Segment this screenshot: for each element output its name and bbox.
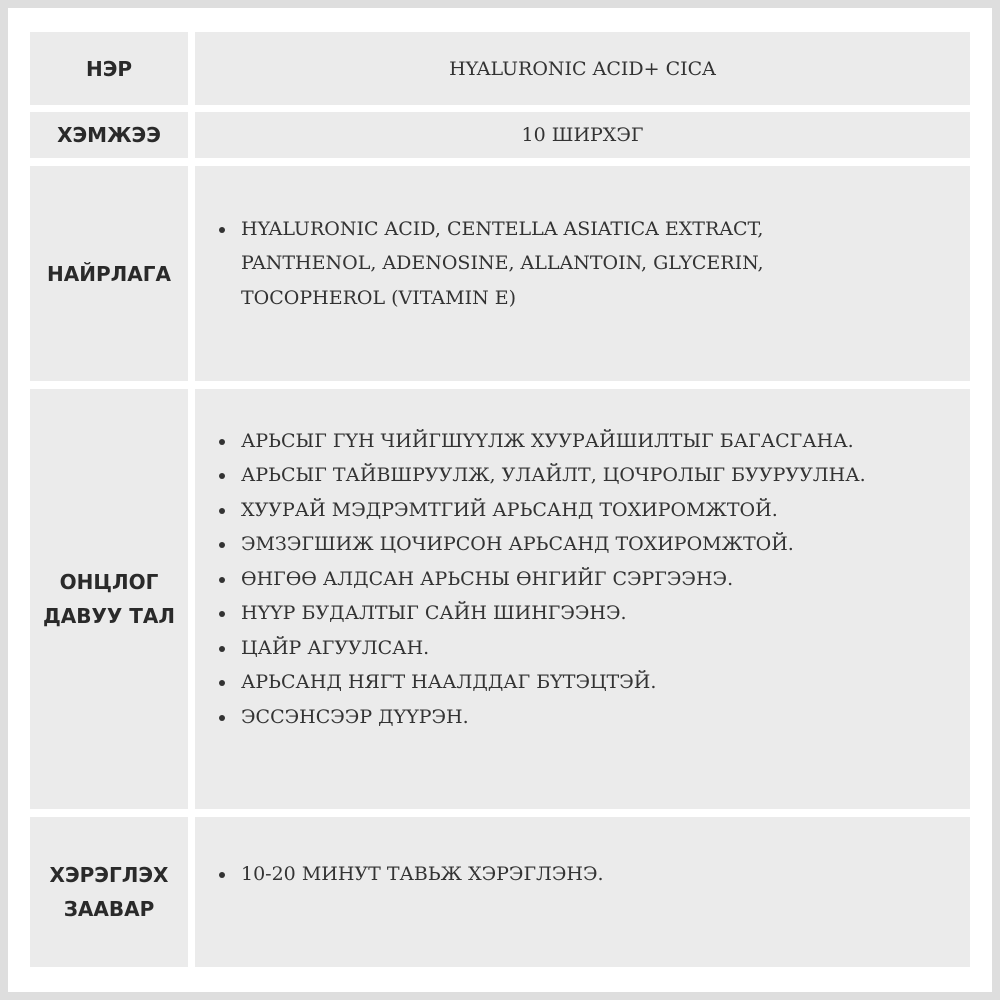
benefit-text: ЭМЗЭГШИЖ ЦОЧИРСОН АРЬСАНД ТОХИРОМЖТОЙ. bbox=[241, 533, 794, 556]
bullet-icon bbox=[219, 577, 225, 583]
benefit-text: ЦАЙР АГУУЛСАН. bbox=[241, 636, 430, 659]
bullet-icon bbox=[219, 227, 225, 233]
list-item bbox=[215, 212, 850, 316]
benefit-text: ЭССЭНСЭЭР ДҮҮРЭН. bbox=[241, 705, 469, 728]
bullet-icon bbox=[219, 611, 225, 617]
list-item bbox=[215, 424, 866, 459]
label-usage bbox=[30, 817, 188, 967]
value-ingredients bbox=[195, 166, 970, 381]
label-ingredients bbox=[30, 166, 188, 381]
usage-list bbox=[215, 857, 604, 892]
benefit-text: ХУУРАЙ МЭДРЭМТГИЙ АРЬСАНД ТОХИРОМЖТОЙ. bbox=[241, 498, 778, 521]
list-item bbox=[215, 596, 866, 631]
label-ingredients-text: НАЙРЛАГА bbox=[47, 261, 171, 286]
label-usage-line2: ЗААВАР bbox=[63, 897, 155, 921]
value-size bbox=[195, 112, 970, 158]
list-item bbox=[215, 857, 604, 892]
list-item bbox=[215, 631, 866, 666]
bullet-icon bbox=[219, 646, 225, 652]
label-benefits bbox=[30, 389, 188, 809]
list-item bbox=[215, 493, 866, 528]
label-size bbox=[30, 112, 188, 158]
list-item bbox=[215, 562, 866, 597]
label-size-text: ХЭМЖЭЭ bbox=[57, 123, 161, 147]
list-item bbox=[215, 665, 866, 700]
label-benefits-line2: ДАВУУ ТАЛ bbox=[42, 604, 176, 628]
bullet-icon bbox=[219, 508, 225, 514]
value-benefits bbox=[195, 389, 970, 809]
value-name-text: HYALURONIC ACID+ CICA bbox=[449, 57, 716, 80]
list-item bbox=[215, 458, 866, 493]
bullet-icon bbox=[219, 542, 225, 548]
benefits-list bbox=[215, 424, 866, 735]
list-item bbox=[215, 700, 866, 735]
benefit-text: НҮҮР БУДАЛТЫГ САЙН ШИНГЭЭНЭ. bbox=[241, 602, 627, 625]
label-name-text: НЭР bbox=[85, 56, 133, 81]
ingredients-text: HYALURONIC ACID, CENTELLA ASIATICA EXTRACT, PANTHENOL, ADENOSINE, ALLANTOIN, GLYCERIN, TOCOPHEROL (VITAMIN E) bbox=[241, 217, 764, 309]
bullet-icon bbox=[219, 680, 225, 686]
value-size-text: 10 ШИРХЭГ bbox=[521, 124, 644, 146]
label-usage-line1: ХЭРЭГЛЭХ bbox=[49, 863, 169, 887]
benefit-text: ӨНГӨӨ АЛДСАН АРЬСНЫ ӨНГИЙГ СЭРГЭЭНЭ. bbox=[241, 567, 734, 590]
value-name bbox=[195, 32, 970, 105]
benefit-text: АРЬСЫГ ТАЙВШРУУЛЖ, УЛАЙЛТ, ЦОЧРОЛЫГ БУУРУУЛНА. bbox=[241, 464, 866, 487]
benefit-text: АРЬСЫГ ГҮН ЧИЙГШҮҮЛЖ ХУУРАЙШИЛТЫГ БАГАСГАНА. bbox=[241, 429, 854, 452]
ingredients-list bbox=[215, 212, 850, 316]
label-name bbox=[30, 32, 188, 105]
list-item bbox=[215, 527, 866, 562]
bullet-icon bbox=[219, 715, 225, 721]
bullet-icon bbox=[219, 439, 225, 445]
benefit-text: АРЬСАНД НЯГТ НААЛДДАГ БҮТЭЦТЭЙ. bbox=[241, 671, 657, 694]
bullet-icon bbox=[219, 872, 225, 878]
value-usage bbox=[195, 817, 970, 967]
label-benefits-line1: ОНЦЛОГ bbox=[59, 570, 159, 594]
usage-text: 10-20 МИНУТ ТАВЬЖ ХЭРЭГЛЭНЭ. bbox=[241, 863, 604, 885]
bullet-icon bbox=[219, 473, 225, 479]
